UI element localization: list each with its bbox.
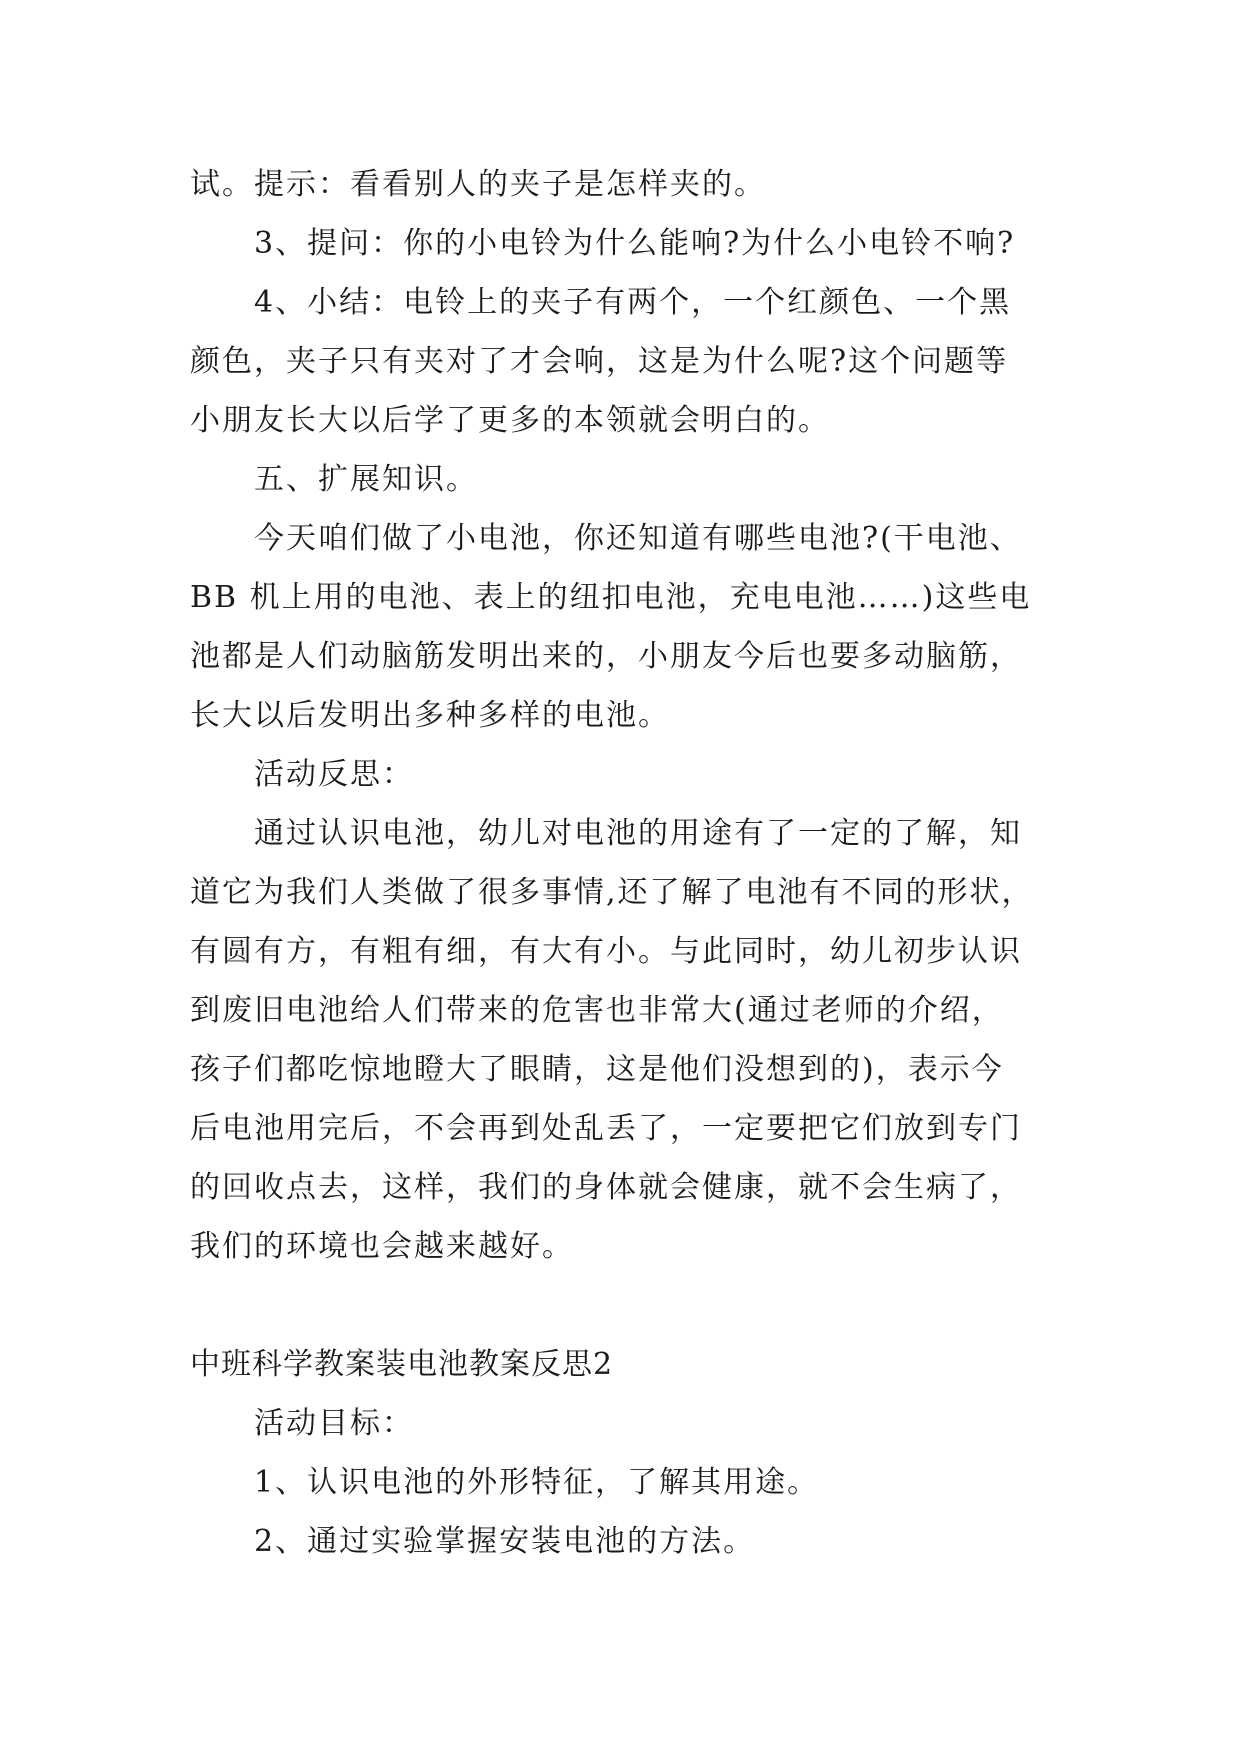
document-body — [190, 155, 1070, 1571]
paragraph-line: 长大以后发明出多种多样的电池。 — [190, 698, 670, 733]
paragraph-line: 孩子们都吃惊地瞪大了眼睛，这是他们没想到的)，表示今 — [190, 1052, 1004, 1087]
paragraph-line: 通过认识电池，幼儿对电池的用途有了一定的了解，知 — [254, 816, 1022, 851]
paragraph-line: 今天咱们做了小电池，你还知道有哪些电池?(干电池、 — [254, 521, 1022, 556]
paragraph-line: 道它为我们人类做了很多事情,还了解了电池有不同的形状， — [190, 875, 1034, 910]
list-item: 2、通过实验掌握安装电池的方法。 — [254, 1524, 756, 1559]
paragraph-line: 有圆有方，有粗有细，有大有小。与此同时，幼儿初步认识 — [190, 934, 1022, 969]
paragraph-line: 试。提示：看看别人的夹子是怎样夹的。 — [190, 167, 766, 202]
paragraph-line: 我们的环境也会越来越好。 — [190, 1229, 574, 1264]
paragraph-line: 颜色，夹子只有夹对了才会响，这是为什么呢?这个问题等 — [190, 344, 1009, 379]
paragraph-line: 4、小结：电铃上的夹子有两个，一个红颜色、一个黑 — [254, 285, 1012, 320]
section-heading: 五、扩展知识。 — [254, 462, 478, 497]
document-section-title: 中班科学教案装电池教案反思2 — [190, 1347, 614, 1382]
paragraph-line: BB 机上用的电池、表上的纽扣电池，充电电池……)这些电 — [190, 580, 1032, 615]
blank-line — [190, 1276, 1070, 1335]
list-item: 1、认识电池的外形特征，了解其用途。 — [254, 1465, 820, 1500]
paragraph-line: 到废旧电池给人们带来的危害也非常大(通过老师的介绍， — [190, 993, 1004, 1028]
paragraph-line: 的回收点去，这样，我们的身体就会健康，就不会生病了， — [190, 1170, 1022, 1205]
section-heading: 活动反思： — [254, 757, 414, 792]
paragraph-line: 后电池用完后，不会再到处乱丢了，一定要把它们放到专门 — [190, 1111, 1022, 1146]
section-heading: 活动目标： — [254, 1406, 414, 1441]
paragraph-line: 池都是人们动脑筋发明出来的，小朋友今后也要多动脑筋， — [190, 639, 1022, 674]
paragraph-line: 3、提问：你的小电铃为什么能响?为什么小电铃不响? — [254, 226, 1016, 261]
paragraph-line: 小朋友长大以后学了更多的本领就会明白的。 — [190, 403, 830, 438]
